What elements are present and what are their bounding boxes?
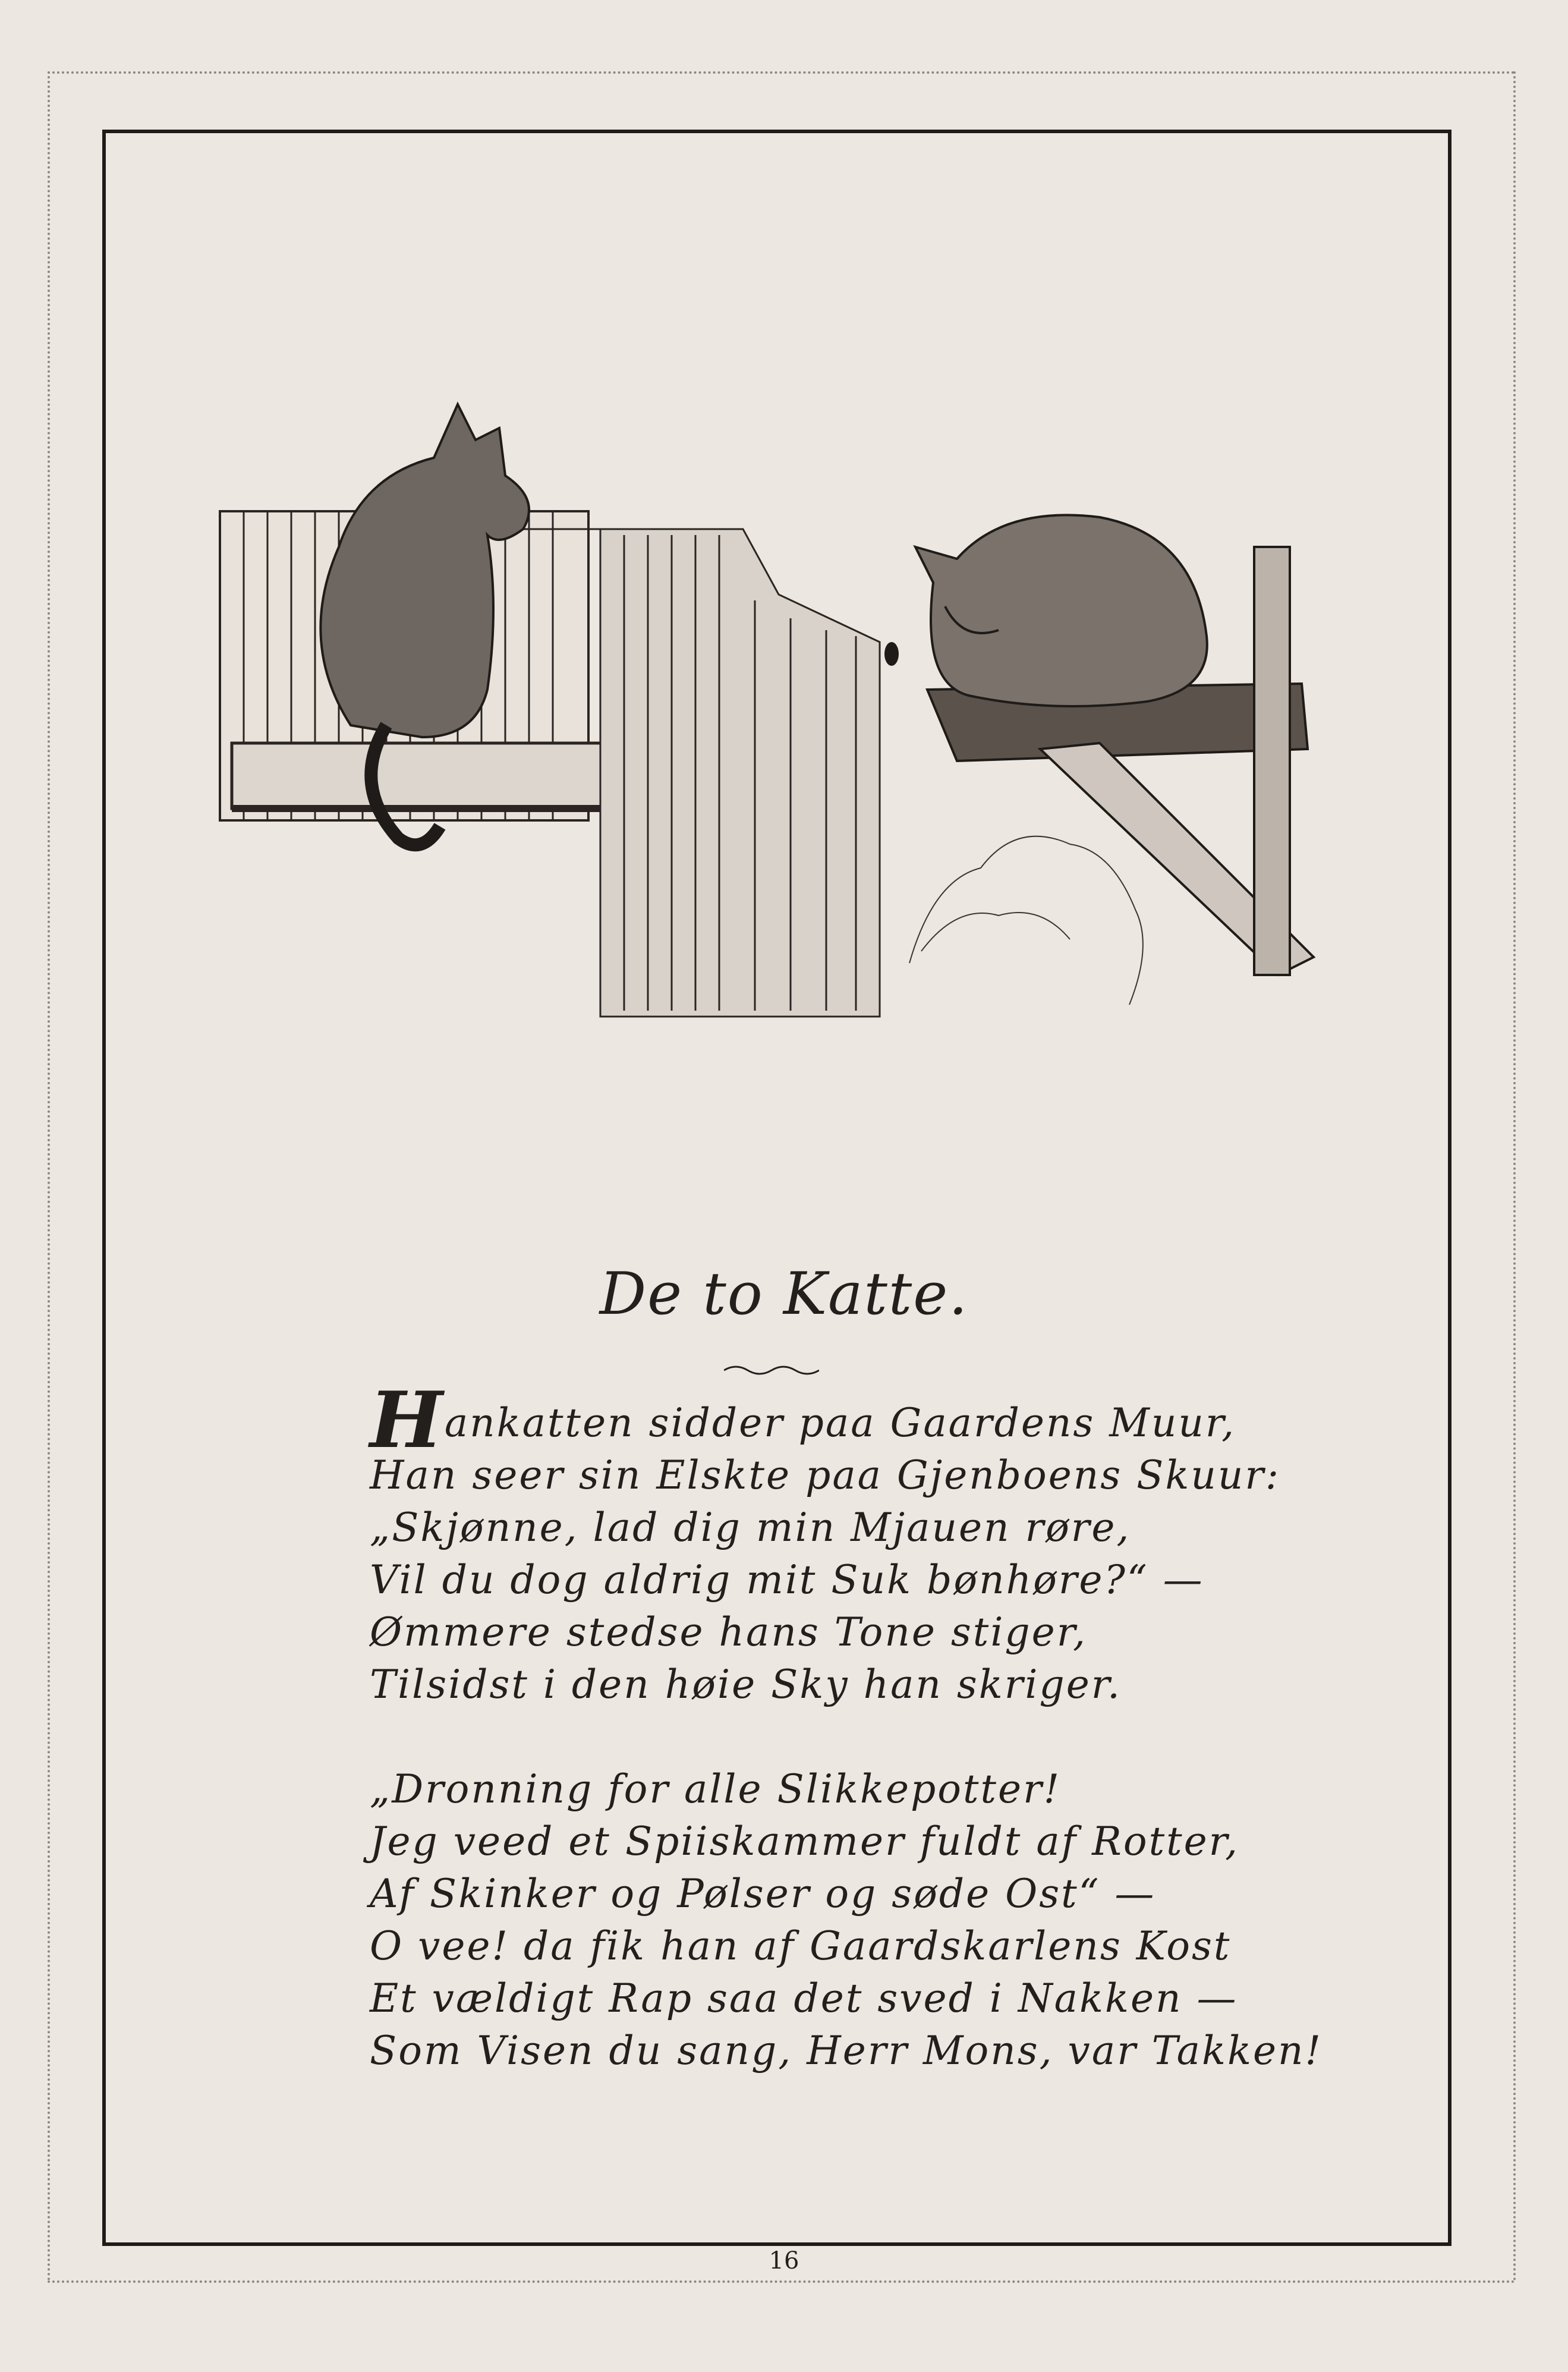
bushes	[909, 836, 1143, 1005]
stanza-2	[370, 1763, 1321, 2077]
poem-body	[370, 1374, 1323, 2077]
poem-line: Jeg veed et Spiiskammer fuldt af Rotter,	[370, 1819, 1239, 1864]
poem-line: „Dronning for alle Slikkepotter!	[370, 1766, 1062, 1812]
stanza-1	[370, 1374, 1321, 1711]
title-ornament	[724, 1361, 819, 1379]
drop-cap: H	[370, 1374, 445, 1465]
bird	[884, 642, 899, 666]
poem-line: Af Skinker og Pølser og søde Ost“ —	[370, 1871, 1156, 1917]
cat-right	[915, 515, 1207, 706]
page-number: 16	[769, 2247, 799, 2275]
poem-title: De to Katte.	[599, 1260, 969, 1328]
poem-line: O vee! da fik han af Gaardskarlens Kost	[370, 1923, 1232, 1969]
poem-line: Som Visen du sang, Herr Mons, var Takken!	[370, 2028, 1323, 2074]
poem-line: „Skjønne, lad dig min Mjauen røre,	[370, 1505, 1131, 1550]
poem-line: Vil du dog aldrig mit Suk bønhøre?“ —	[370, 1557, 1204, 1603]
poem-line: Tilsidst i den høie Sky han skriger.	[370, 1662, 1122, 1707]
poem-line: Han seer sin Elskte paa Gjenboens Skuur:	[370, 1452, 1281, 1498]
two-cats-illustration	[208, 392, 1320, 1106]
poem-line: Et vældigt Rap saa det sved i Nakken —	[370, 1975, 1238, 2021]
poem-line: Hankatten sidder paa Gaardens Muur,	[370, 1374, 1236, 1465]
poem-line: Ømmere stedse hans Tone stiger,	[370, 1609, 1088, 1655]
